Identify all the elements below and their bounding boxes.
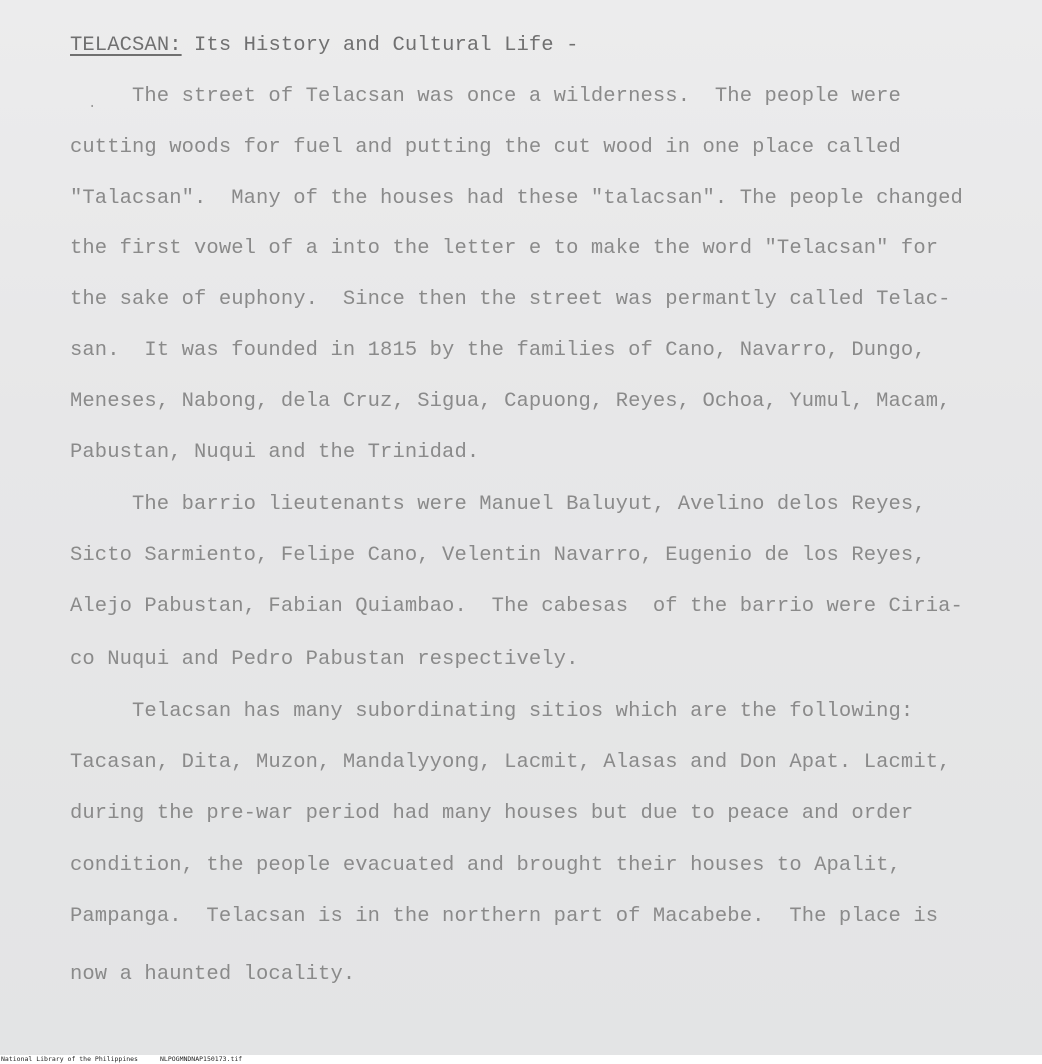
scan-footer [0, 1055, 1042, 1064]
title-rest: Its History and Cultural Life - [181, 34, 579, 57]
paragraph-3-line-3: during the pre-war period had many houses but due to peace and order [70, 802, 914, 825]
paragraph-3-line-4: condition, the people evacuated and brought their houses to Apalit, [70, 854, 901, 877]
paragraph-2-line-1: The barrio lieutenants were Manuel Baluyut, Avelino delos Reyes, [132, 493, 926, 516]
paragraph-1-line-2: cutting woods for fuel and putting the cut wood in one place called [70, 136, 901, 159]
paragraph-1-line-5: the sake of euphony. Since then the street was permantly called Telac- [70, 288, 951, 311]
paragraph-3-line-5: Pampanga. Telacsan is in the northern part of Macabebe. The place is [70, 905, 939, 928]
paragraph-1-line-1: The street of Telacsan was once a wilderness. The people were [132, 85, 901, 108]
paragraph-1-line-3: "Talacsan". Many of the houses had these "talacsan". The people changed [70, 187, 963, 210]
paragraph-1-line-7: Meneses, Nabong, dela Cruz, Sigua, Capuong, Reyes, Ochoa, Yumul, Macam, [70, 390, 951, 413]
paragraph-3-line-1: Telacsan has many subordinating sitios which are the following: [132, 700, 914, 723]
paragraph-1-line-8: Pabustan, Nuqui and the Trinidad. [70, 441, 480, 464]
document-title [70, 34, 579, 58]
paragraph-1-line-6: san. It was founded in 1815 by the families of Cano, Navarro, Dungo, [70, 339, 926, 362]
paragraph-1-line-4: the first vowel of a into the letter e to make the word "Telacsan" for [70, 237, 939, 260]
footer-filename: NLPOGMNDNAP150173.tif [160, 1055, 243, 1063]
paragraph-2-line-3: Alejo Pabustan, Fabian Quiambao. The cabesas of the barrio were Ciria- [70, 595, 963, 618]
footer-library: National Library of the Philippines [1, 1055, 138, 1063]
paragraph-2-line-4: co Nuqui and Pedro Pabustan respectively. [70, 648, 579, 671]
title-word: TELACSAN: [70, 34, 182, 57]
paragraph-2-line-2: Sicto Sarmiento, Felipe Cano, Velentin Navarro, Eugenio de los Reyes, [70, 544, 926, 567]
paragraph-3-line-6: now a haunted locality. [70, 963, 356, 986]
paragraph-3-line-2: Tacasan, Dita, Muzon, Mandalyyong, Lacmit, Alasas and Don Apat. Lacmit, [70, 751, 951, 774]
stray-mark: . [88, 96, 97, 112]
